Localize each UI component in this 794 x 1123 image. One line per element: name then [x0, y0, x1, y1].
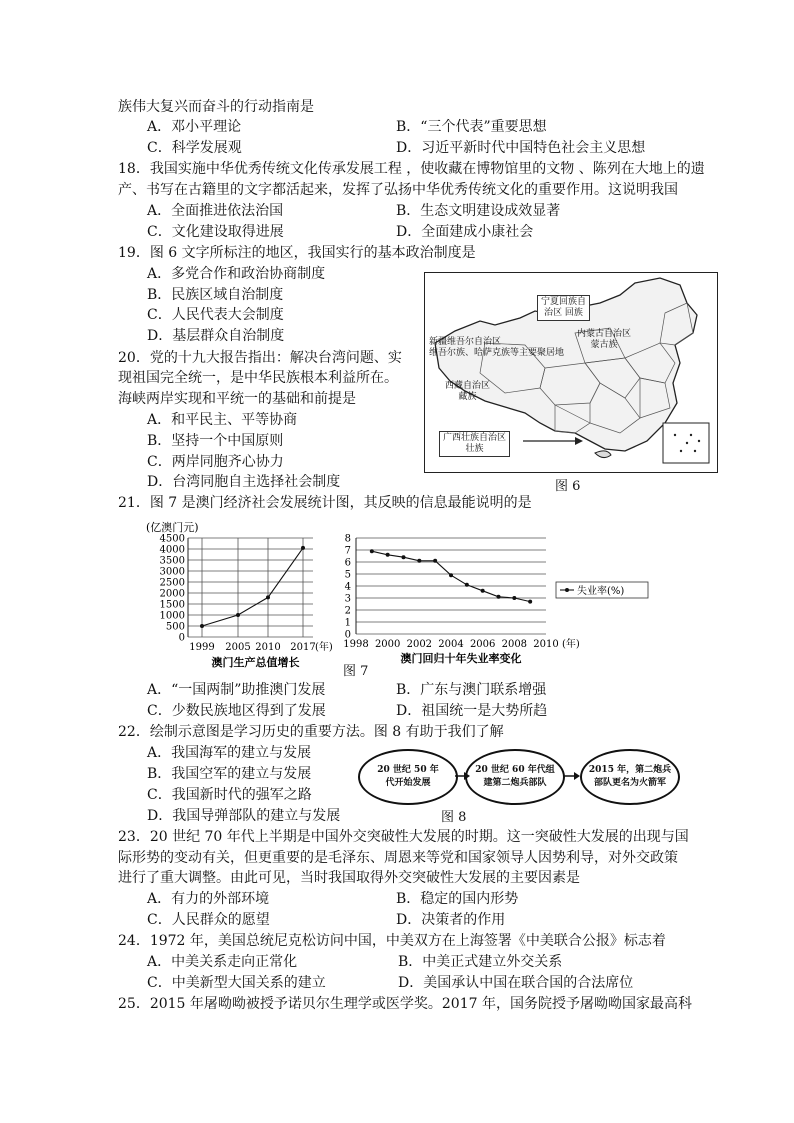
- q22-option-c[interactable]: C．我国新时代的强军之路: [147, 787, 312, 803]
- question-21-stem: 21．图 7 是澳门经济社会发展统计图，其反映的信息最能说明的是: [118, 495, 532, 511]
- q20-option-a[interactable]: A．和平民主、平等协商: [147, 412, 298, 428]
- x-tick-label: 2017: [290, 642, 316, 653]
- question-20-line2: 现祖国完全统一，是中华民族根本利益所在。: [118, 370, 398, 386]
- y-tick-label: 4000: [159, 544, 185, 556]
- x-tick-label: 2004: [438, 639, 464, 650]
- q23-option-c[interactable]: C．人民群众的愿望: [147, 912, 270, 928]
- y-tick-label: 3500: [159, 555, 185, 567]
- ningxia-label-line2: 治区 回族: [544, 308, 583, 318]
- q21-option-d[interactable]: D．祖国统一是大势所趋: [396, 703, 548, 719]
- question-17-stem-tail: 族伟大复兴而奋斗的行动指南是: [118, 99, 314, 115]
- q19-option-c[interactable]: C．人民代表大会制度: [147, 307, 284, 323]
- q20-option-c[interactable]: C．两岸同胞齐心协力: [147, 454, 284, 470]
- timeline-node-1: [358, 749, 458, 805]
- timeline-node-2: [465, 749, 565, 805]
- q17-option-c[interactable]: C．科学发展观: [147, 140, 242, 156]
- chart-title: 澳门生产总值增长: [211, 656, 300, 669]
- y-axis-label: (亿澳门元): [146, 521, 199, 534]
- y-tick-label: 8: [344, 533, 351, 545]
- q23-option-b[interactable]: B．稳定的国内形势: [396, 891, 519, 907]
- question-20-line1: 20．党的十九大报告指出：解决台湾问题、实: [118, 350, 402, 366]
- timeline-node-2-line2: 建第二炮兵部队: [483, 778, 547, 788]
- question-20-line3: 海峡两岸实现和平统一的基础和前提是: [118, 391, 356, 407]
- q21-option-b[interactable]: B．广东与澳门联系增强: [396, 682, 547, 698]
- arrow-right-icon: [563, 770, 581, 782]
- x-axis-label: (年): [562, 639, 580, 650]
- q18-option-c[interactable]: C．文化建设取得进展: [147, 224, 284, 240]
- y-tick-label: 1000: [159, 610, 185, 622]
- y-tick-label: 1: [344, 617, 351, 629]
- y-tick-label: 0: [178, 632, 185, 644]
- guangxi-label: [439, 431, 510, 457]
- q22-option-b[interactable]: B．我国空军的建立与发展: [147, 766, 312, 782]
- gdp-point: [301, 546, 305, 550]
- q24-option-c[interactable]: C．中美新型大国关系的建立: [147, 975, 326, 991]
- x-tick-label: 2002: [406, 639, 433, 650]
- unemployment-point: [512, 596, 516, 600]
- neimenggu-label: [577, 329, 631, 351]
- q23-option-a[interactable]: A．有力的外部环境: [147, 891, 270, 907]
- q24-option-b[interactable]: B．中美正式建立外交关系: [398, 954, 563, 970]
- arrow-right-icon: [455, 770, 471, 782]
- q19-option-b[interactable]: B．民族区域自治制度: [147, 287, 284, 303]
- figure-8-caption: 图 8: [441, 810, 467, 825]
- guangxi-label-line1: 广西壮族自治区: [443, 433, 507, 443]
- question-25-line1: 25．2015 年屠呦呦被授予诺贝尔生理学或医学奖。2017 年，国务院授予屠呦呦国家最高科: [118, 996, 692, 1012]
- gdp-point: [236, 613, 240, 617]
- x-axis-label: (年): [315, 642, 333, 653]
- timeline-node-1-line1: 20 世纪 50 年: [377, 765, 439, 775]
- q22-option-d[interactable]: D．我国导弹部队的建立与发展: [147, 808, 341, 824]
- chart-title: 澳门回归十年失业率变化: [400, 652, 522, 665]
- unemployment-point: [370, 549, 374, 553]
- y-tick-label: 3: [344, 593, 351, 605]
- figure-6-caption: 图 6: [555, 479, 581, 494]
- timeline-node-3-line2: 部队更名为火箭军: [593, 778, 666, 788]
- y-tick-label: 1500: [159, 599, 185, 611]
- x-tick-label: 1999: [189, 642, 215, 653]
- gdp-chart-plot: [146, 520, 333, 669]
- question-23-line2: 际形势的变动有关，但更重要的是毛泽东、周恩来等党和国家领导人因势利导，对外交政策: [118, 850, 678, 866]
- figure-7-caption: 图 7: [343, 664, 369, 679]
- xinjiang-label: [429, 337, 564, 359]
- q18-option-b[interactable]: B．生态文明建设成效显著: [396, 203, 561, 219]
- question-23-line1: 23．20 世纪 70 年代上半期是中国外交突破性大发展的时期。这一突破性大发展的出现与国: [118, 829, 689, 845]
- y-tick-label: 3000: [159, 566, 185, 578]
- ningxia-label-line1: 宁夏回族自: [541, 297, 587, 307]
- xizang-label-line1: 西藏自治区: [445, 381, 491, 391]
- y-tick-label: 500: [165, 621, 185, 633]
- gdp-point: [200, 624, 204, 628]
- q17-option-a[interactable]: A．邓小平理论: [147, 119, 242, 135]
- timeline-node-3: [580, 749, 680, 805]
- question-23-line3: 进行了重大调整。由此可见，当时我国取得外交突破性大发展的主要因素是: [118, 870, 580, 886]
- x-tick-label: 2000: [374, 639, 401, 650]
- q17-option-d[interactable]: D．习近平新时代中国特色社会主义思想: [396, 140, 646, 156]
- unemployment-point: [528, 600, 532, 604]
- legend-label: 失业率(%): [577, 586, 625, 597]
- question-22-stem: 22．绘制示意图是学习历史的重要方法。图 8 有助于我们了解: [118, 724, 504, 740]
- y-tick-label: 4: [344, 581, 351, 593]
- x-tick-label: 2008: [501, 639, 528, 650]
- unemployment-point: [417, 559, 421, 563]
- x-tick-label: 2005: [225, 642, 251, 653]
- q21-option-c[interactable]: C．少数民族地区得到了发展: [147, 703, 326, 719]
- q22-option-a[interactable]: A．我国海军的建立与发展: [147, 745, 312, 761]
- question-18-line1: 18．我国实施中华优秀传统文化传承发展工程 ，使收藏在博物馆里的文物 、陈列在大地上的遗: [118, 161, 705, 177]
- gdp-chart: [140, 518, 340, 670]
- china-map-figure: [424, 272, 718, 473]
- unemployment-chart: [336, 530, 666, 670]
- q24-option-d[interactable]: D．美国承认中国在联合国的合法席位: [398, 975, 634, 991]
- unemployment-point: [497, 595, 501, 599]
- xinjiang-label-line1: 新疆维吾尔自治区: [429, 337, 502, 347]
- gdp-point: [266, 595, 270, 599]
- unemployment-point: [449, 573, 453, 577]
- x-tick-label: 2010: [533, 639, 559, 650]
- unemployment-point: [465, 583, 469, 587]
- question-18-line2: 产、书写在古籍里的文字都活起来，发挥了弘扬中华优秀传统文化的重要作用。这说明我国: [118, 182, 678, 198]
- y-tick-label: 2500: [159, 577, 185, 589]
- timeline-node-3-line1: 2015 年，第二炮兵: [588, 765, 672, 775]
- y-tick-label: 0: [344, 629, 351, 641]
- timeline-node-2-line1: 20 世纪 60 年代组: [475, 765, 555, 775]
- guangxi-label-line2: 壮族: [465, 444, 484, 454]
- q18-option-d[interactable]: D．全面建成小康社会: [396, 224, 534, 240]
- q23-option-d[interactable]: D．决策者的作用: [396, 912, 506, 928]
- y-tick-label: 4500: [159, 533, 185, 545]
- neimenggu-label-line2: 蒙古族: [590, 340, 618, 350]
- ningxia-label: [537, 295, 590, 321]
- xizang-label: [445, 381, 490, 403]
- x-tick-label: 2010: [255, 642, 281, 653]
- x-tick-label: 1998: [343, 639, 369, 650]
- q19-option-d[interactable]: D．基层群众自治制度: [147, 328, 285, 344]
- xizang-label-line2: 藏族: [458, 392, 477, 402]
- timeline-node-1-line2: 代开始发展: [385, 778, 431, 788]
- unemployment-point: [402, 555, 406, 559]
- question-19-stem: 19．图 6 文字所标注的地区，我国实行的基本政治制度是: [118, 245, 476, 261]
- unemployment-point: [433, 559, 437, 563]
- xinjiang-label-line2: 维吾尔族、哈萨克族等主要聚居地: [429, 348, 565, 358]
- legend-marker: [565, 588, 569, 592]
- q19-option-a[interactable]: A．多党合作和政治协商制度: [147, 266, 326, 282]
- q20-option-b[interactable]: B．坚持一个中国原则: [147, 433, 284, 449]
- y-tick-label: 6: [344, 557, 351, 569]
- y-tick-label: 2: [344, 605, 351, 617]
- neimenggu-label-line1: 内蒙古自治区: [577, 329, 632, 339]
- unemployment-point: [386, 553, 390, 557]
- unemployment-point: [481, 589, 485, 593]
- y-tick-label: 5: [344, 569, 351, 581]
- y-tick-label: 2000: [159, 588, 185, 600]
- x-tick-label: 2006: [469, 639, 496, 650]
- q20-option-d[interactable]: D．台湾同胞自主选择社会制度: [147, 474, 341, 490]
- q21-option-a[interactable]: A．“一国两制”助推澳门发展: [147, 682, 326, 698]
- q24-option-a[interactable]: A．中美关系走向正常化: [147, 954, 298, 970]
- q17-option-b[interactable]: B．“三个代表”重要思想: [396, 119, 547, 135]
- unemployment-chart-plot: [343, 534, 648, 666]
- question-24-stem: 24．1972 年，美国总统尼克松访问中国，中美双方在上海签署《中美联合公报》标志着: [118, 933, 666, 949]
- y-tick-label: 7: [344, 545, 351, 557]
- q18-option-a[interactable]: A．全面推进依法治国: [147, 203, 284, 219]
